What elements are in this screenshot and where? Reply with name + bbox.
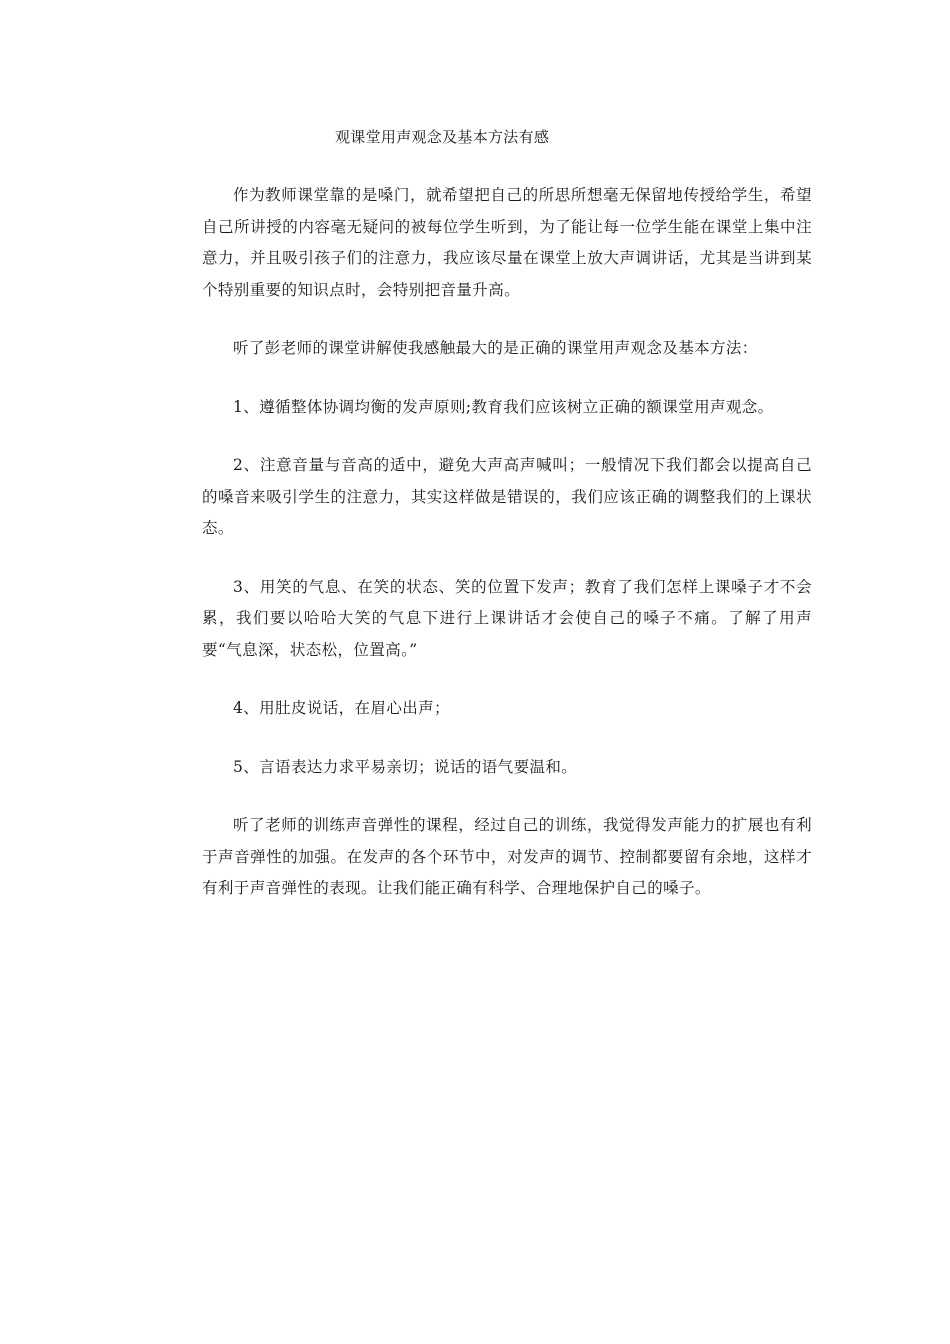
paragraph-point-4: 4、用肚皮说话，在眉心出声； — [233, 699, 450, 717]
paragraph-gap — [202, 306, 812, 333]
paragraph-gap — [202, 423, 812, 450]
paragraph-intro: 作为教师课堂靠的是嗓门，就希望把自己的所思所想毫无保留地传授给学生，希望自己所讲授的内容毫无疑问的被每位学生听到，为了能让每一位学生能在课堂上集中注意力，并且吸引孩子们的注意力，我应该尽量在课堂上放大声调讲话，尤其是当讲到某个特别重要的知识点时，会特别把音量升高。 — [202, 186, 812, 299]
paragraph-point-5: 5、言语表达力求平易亲切；说话的语气要温和。 — [233, 757, 578, 776]
paragraph-point-3: 3、用笑的气息、在笑的状态、笑的位置下发声；教育了我们怎样上课嗓子才不会累，我们要以哈哈大笑的气息下进行上课讲话才会使自己的嗓子不痛。了解了用声要“气息深，状态松，位置高。” — [202, 577, 812, 659]
paragraph-gap — [202, 545, 812, 572]
paragraph-point-2: 2、注意音量与音高的适中，避免大声高声喊叫；一般情况下我们都会以提高自己的嗓音来吸引学生的注意力，其实这样做是错误的，我们应该正确的调整我们的上课状态。 — [202, 456, 812, 537]
paragraph-lecture-impression: 听了彭老师的课堂讲解使我感触最大的是正确的课堂用声观念及基本方法： — [233, 339, 758, 357]
paragraph-gap — [202, 725, 812, 752]
paragraph-gap — [202, 666, 812, 693]
paragraph-point-1: 1、遵循整体协调均衡的发声原则;教育我们应该树立正确的额课堂用声观念。 — [233, 397, 774, 416]
paragraph-gap — [202, 783, 812, 810]
paragraph-gap — [202, 365, 812, 392]
document-title: 观课堂用声观念及基本方法有感 — [335, 128, 550, 146]
paragraph-conclusion: 听了老师的训练声音弹性的课程，经过自己的训练，我觉得发声能力的扩展也有利于声音弹性的加强。在发声的各个环节中，对发声的调节、控制都要留有余地，这样才有利于声音弹性的表现。让我们能正确有科学、合理地保护自己的嗓子。 — [202, 816, 812, 897]
document-body — [202, 180, 812, 905]
